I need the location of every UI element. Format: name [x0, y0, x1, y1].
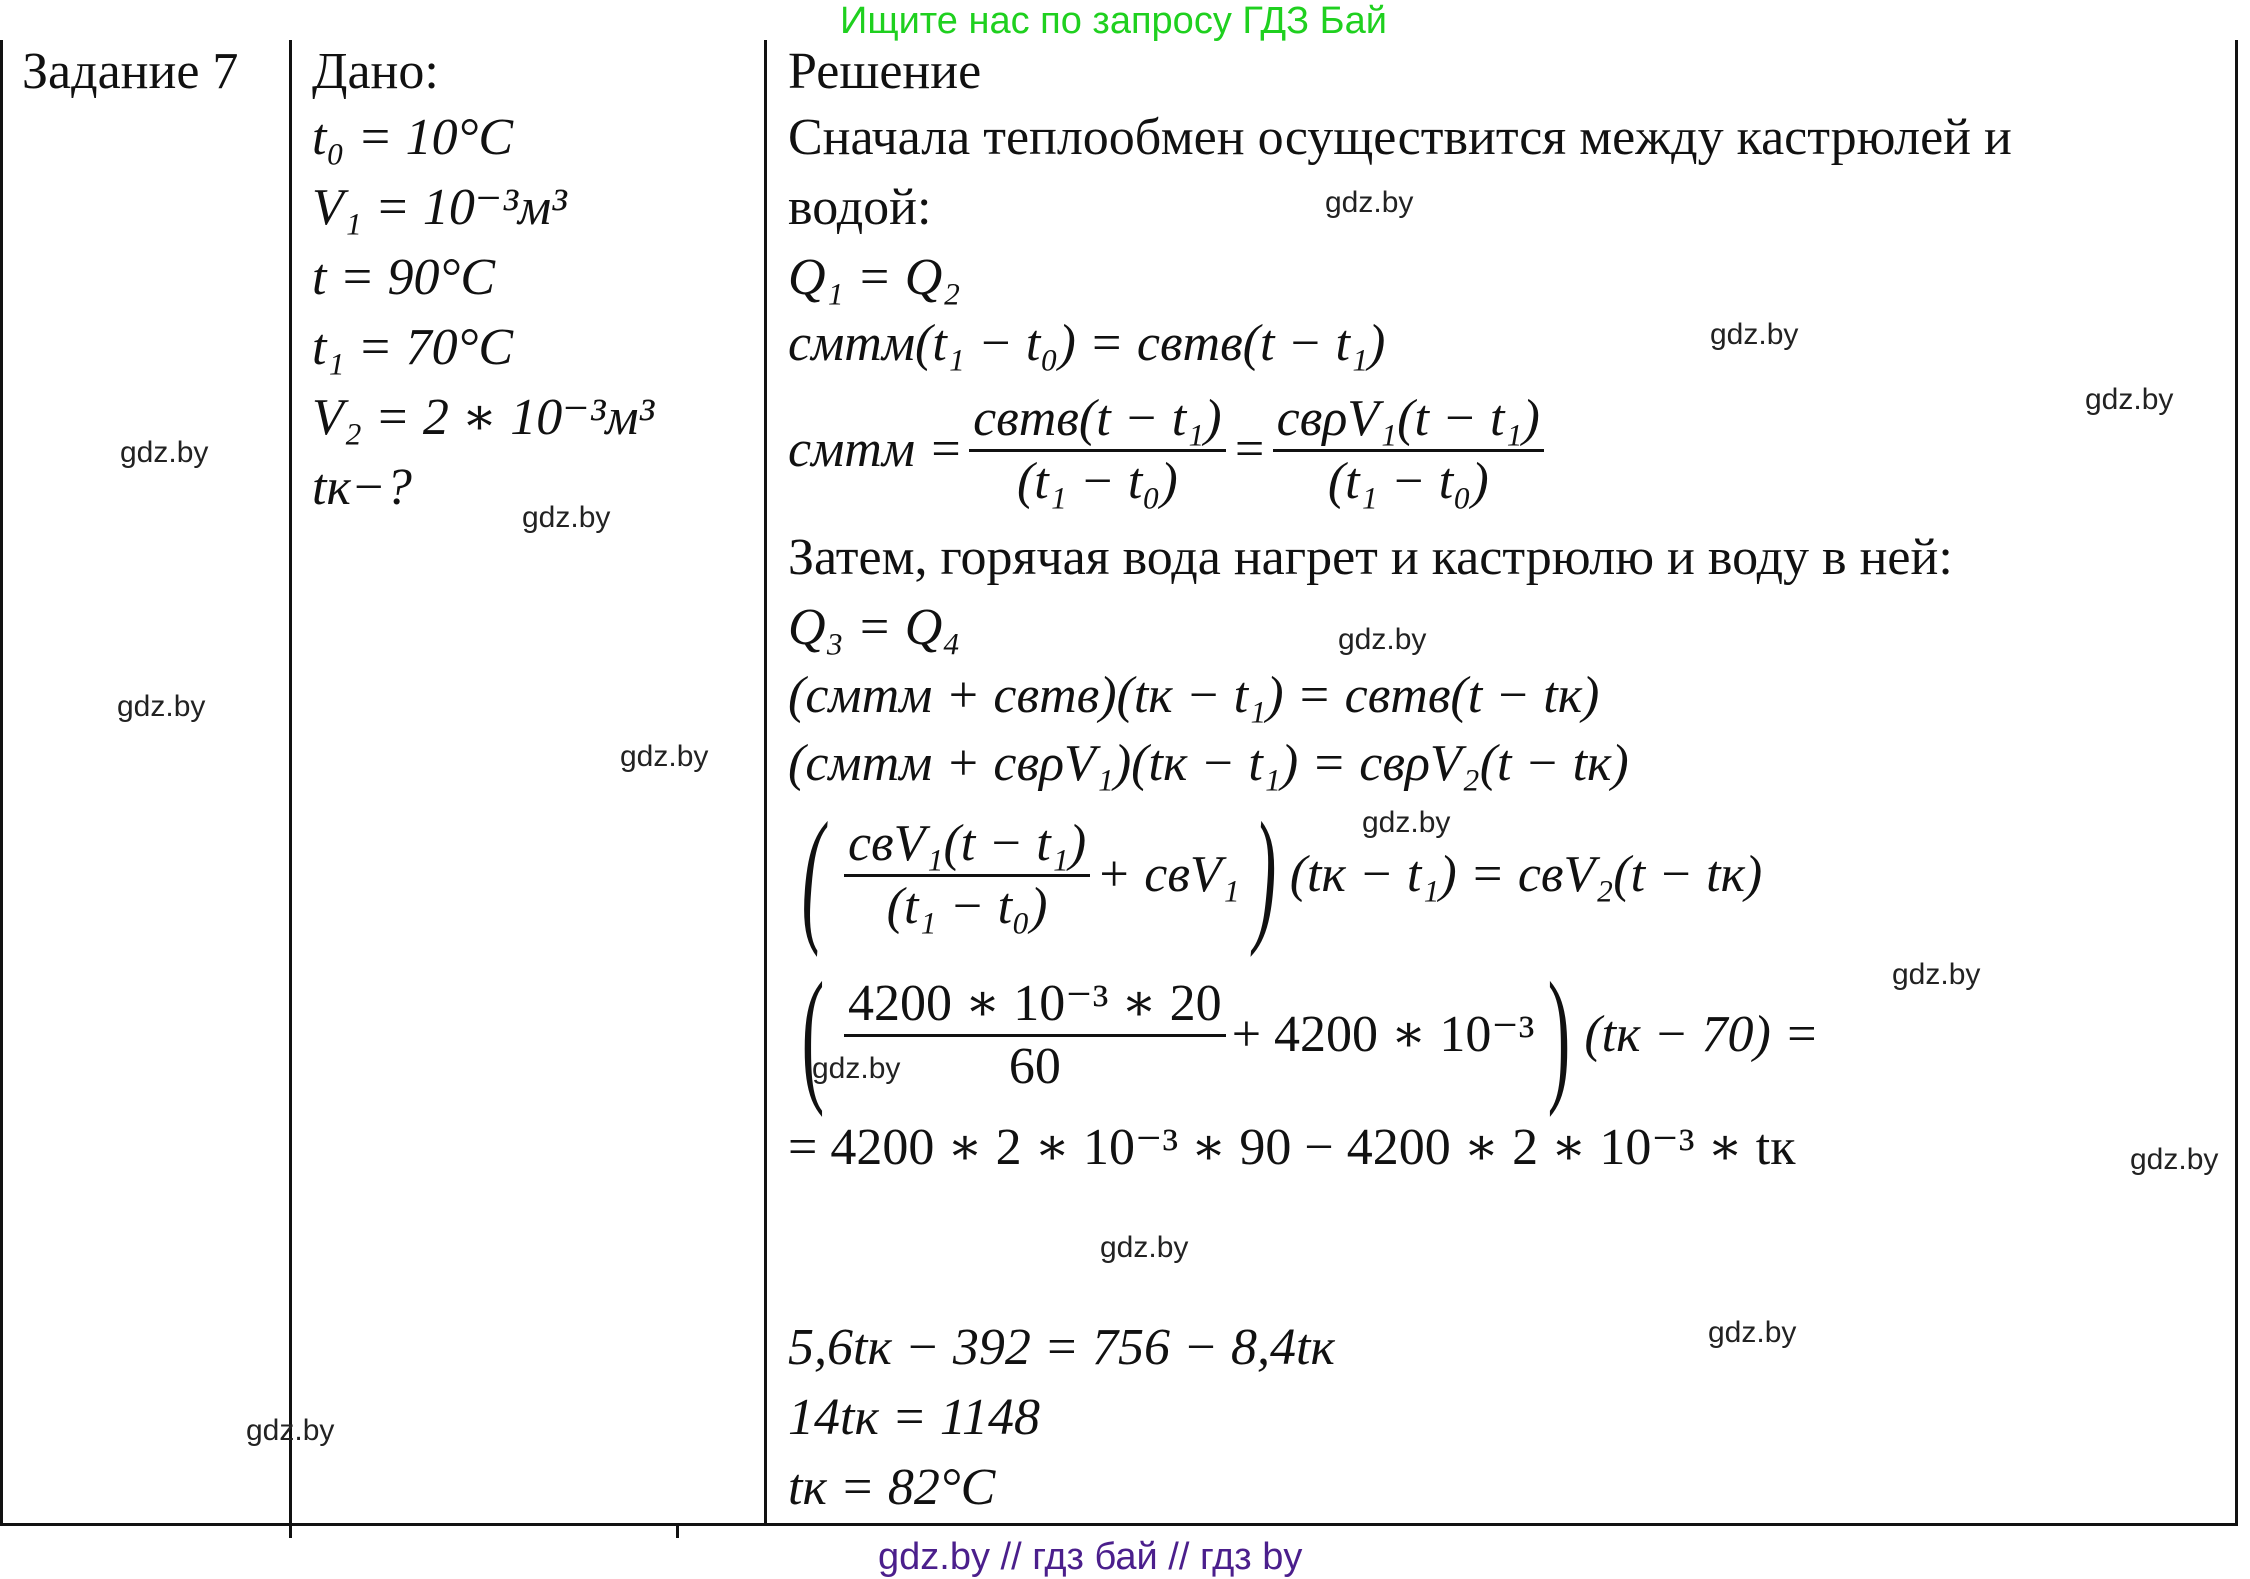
equation-6: (cмmм + cвρV₁)(tк − t₁) = cвρV₂(t − tк) — [788, 735, 1629, 792]
watermark: gdz.by — [620, 740, 709, 773]
equation-9: = 4200 ∗ 2 ∗ 10⁻³ ∗ 90 − 4200 ∗ 2 ∗ 10⁻³ ∗ tк — [788, 1119, 1796, 1176]
equation-3-fraction-1-numerator: cвmв(t − t₁) — [969, 393, 1225, 452]
equation-3-equals: = — [1231, 421, 1267, 478]
equation-8-fraction — [844, 974, 1226, 1095]
equation-8-open-paren: ( — [801, 952, 825, 1118]
watermark: gdz.by — [2085, 383, 2174, 416]
watermark: gdz.by — [117, 690, 206, 723]
equation-3-fraction-1-denominator: (t₁ − t₀) — [1016, 452, 1178, 510]
equation-8-close-paren: ) — [1548, 952, 1571, 1118]
watermark: gdz.by — [2130, 1143, 2219, 1176]
solution-intro-2: водой: — [788, 179, 932, 236]
given-line-3: t = 90°C — [312, 249, 496, 306]
equation-7-rhs: (tк − t₁) = cвV₂(t − tк) — [1289, 846, 1763, 903]
equation-5: (cмmм + cвmв)(tк − t₁) = cвmв(t − tк) — [788, 667, 1600, 724]
given-line-6: tк−? — [312, 459, 412, 516]
bottom-tick-2 — [676, 1523, 679, 1538]
table-border-left — [0, 40, 3, 1525]
equation-7 — [788, 792, 1763, 958]
given-line-5: V₂ = 2 ∗ 10⁻³м³ — [312, 389, 655, 446]
solution-intro-3: Затем, горячая вода нагрет и кастрюлю и воду в ней: — [788, 529, 1953, 586]
given-line-1: t₀ = 10°C — [312, 109, 514, 166]
equation-3-fraction-2-denominator: (t₁ − t₀) — [1327, 452, 1489, 510]
given-line-4: t₁ = 70°C — [312, 319, 514, 376]
watermark: gdz.by — [120, 436, 209, 469]
watermark: gdz.by — [1338, 623, 1427, 656]
equation-7-middle: + cвV₁ — [1096, 846, 1240, 903]
equation-3-fraction-1 — [969, 389, 1225, 510]
watermark: gdz.by — [1710, 318, 1799, 351]
given-line-2: V₁ = 10⁻³м³ — [312, 179, 567, 236]
equation-7-fraction — [844, 814, 1090, 935]
equation-4: Q₃ = Q₄ — [788, 599, 961, 656]
equation-7-open-paren: ( — [801, 792, 825, 958]
equation-2: cмmм(t₁ − t₀) = cвmв(t − t₁) — [788, 315, 1386, 372]
equation-3 — [788, 380, 1550, 520]
task-label: Задание 7 — [22, 43, 239, 100]
watermark: gdz.by — [1325, 186, 1414, 219]
watermark: gdz.by — [812, 1052, 901, 1085]
watermark: gdz.by — [522, 501, 611, 534]
equation-8-fraction-numerator: 4200 ∗ 10⁻³ ∗ 20 — [844, 978, 1226, 1037]
solution-intro-1: Сначала теплообмен осуществится между кастрюлей и — [788, 109, 2012, 166]
table-border-bottom — [0, 1523, 2238, 1526]
equation-12: tк = 82°C — [788, 1459, 996, 1516]
table-divider-2 — [764, 40, 767, 1525]
equation-7-fraction-denominator: (t₁ − t₀) — [886, 877, 1048, 935]
watermark: gdz.by — [1708, 1316, 1797, 1349]
equation-7-close-paren: ) — [1253, 792, 1276, 958]
equation-8-middle: + 4200 ∗ 10⁻³ — [1231, 1006, 1535, 1063]
bottom-banner: gdz.by // гдз бай // гдз by — [878, 1536, 1303, 1578]
watermark: gdz.by — [1100, 1231, 1189, 1264]
equation-8-rhs: (tк − 70) = — [1584, 1006, 1819, 1063]
equation-3-fraction-2-numerator: cвρV₁(t − t₁) — [1273, 393, 1544, 452]
equation-11: 14tк = 1148 — [788, 1389, 1041, 1446]
table-divider-1 — [289, 40, 292, 1525]
top-banner: Ищите нас по запросу ГДЗ Бай — [840, 0, 1387, 42]
equation-10: 5,6tк − 392 = 756 − 8,4tк — [788, 1319, 1335, 1376]
watermark: gdz.by — [1892, 958, 1981, 991]
table-border-right — [2235, 40, 2238, 1525]
bottom-tick-1 — [289, 1523, 292, 1538]
equation-3-fraction-2 — [1273, 389, 1544, 510]
watermark: gdz.by — [246, 1414, 335, 1447]
equation-3-lhs: cмmм = — [788, 421, 964, 478]
equation-1: Q₁ = Q₂ — [788, 249, 961, 306]
watermark: gdz.by — [1362, 806, 1451, 839]
solution-title: Решение — [788, 43, 982, 100]
equation-8 — [788, 952, 1819, 1118]
equation-7-fraction-numerator: cвV₁(t − t₁) — [844, 818, 1090, 877]
equation-8-fraction-denominator: 60 — [1008, 1037, 1061, 1095]
given-title: Дано: — [312, 43, 439, 100]
